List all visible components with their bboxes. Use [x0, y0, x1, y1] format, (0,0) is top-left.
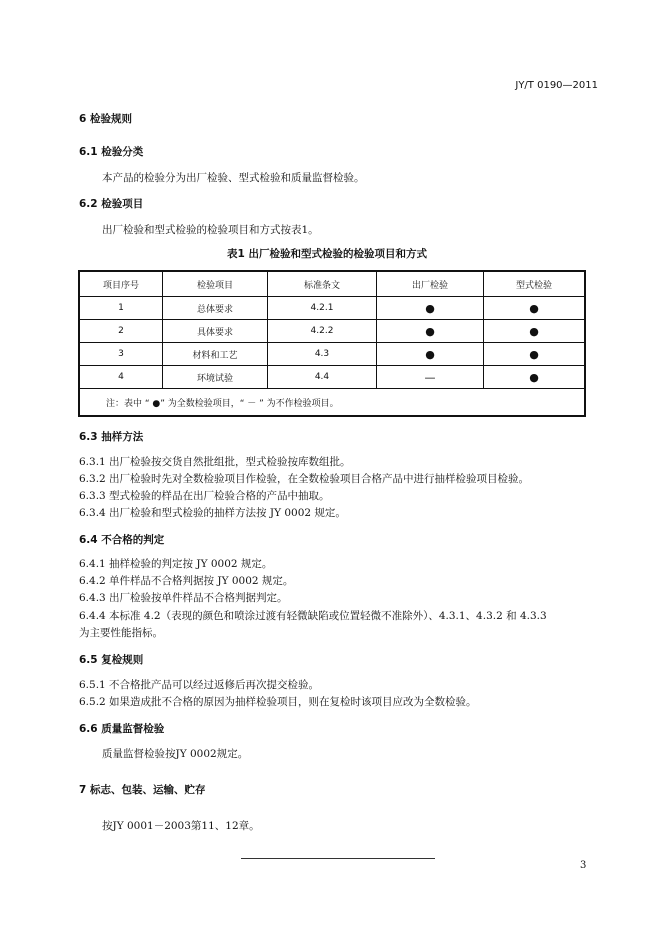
clause-6-5-2: 6.5.2 如果造成批不合格的原因为抽样检验项目，则在复检时该项目应改为全数检验。	[79, 696, 477, 708]
section-6-6-text: 质量监督检验按JY 0002规定。	[102, 748, 249, 760]
table-cell: 2	[79, 320, 163, 343]
table-cell: ●	[484, 343, 586, 366]
table-cell: 4.4	[268, 366, 377, 389]
clause-6-5-1: 6.5.1 不合格批产品可以经过返修后再次提交检验。	[79, 679, 320, 691]
table-cell: 1	[79, 297, 163, 320]
table-header-cell: 标准条文	[268, 271, 377, 297]
table-cell: 材料和工艺	[163, 343, 268, 366]
table-row	[79, 320, 585, 343]
table-cell: 4.3	[268, 343, 377, 366]
table-header-row	[79, 271, 585, 297]
table-row	[79, 297, 585, 320]
section-6-2-heading: 6.2 检验项目	[79, 198, 144, 210]
table-header-cell: 项目序号	[79, 271, 163, 297]
clause-6-3-2: 6.3.2 出厂检验时先对全数检验项目作检验，在全数检验项目合格产品中进行抽样检验项目检验。	[79, 473, 530, 485]
page-number: 3	[580, 860, 587, 871]
table-cell: ●	[484, 366, 586, 389]
clause-6-4-3: 6.4.3 出厂检验按单件样品不合格判据判定。	[79, 592, 288, 604]
table-cell: ●	[377, 297, 484, 320]
clause-6-4-4-cont: 为主要性能指标。	[79, 627, 163, 639]
table-cell: 总体要求	[163, 297, 268, 320]
table-cell: ●	[484, 297, 586, 320]
table-cell: 环境试验	[163, 366, 268, 389]
table-cell: 4.2.2	[268, 320, 377, 343]
section-6-1-text: 本产品的检验分为出厂检验、型式检验和质量监督检验。	[102, 172, 365, 184]
table-cell: ●	[377, 343, 484, 366]
table-row	[79, 343, 585, 366]
table-caption: 表1 出厂检验和型式检验的检验项目和方式	[227, 248, 427, 260]
section-6-1-heading: 6.1 检验分类	[79, 146, 144, 158]
section-6-4-heading: 6.4 不合格的判定	[79, 534, 165, 546]
table-note-row	[79, 389, 585, 417]
table-header-cell: 型式检验	[484, 271, 586, 297]
table-cell: 4.2.1	[268, 297, 377, 320]
table-cell: ●	[484, 320, 586, 343]
clause-6-4-2: 6.4.2 单件样品不合格判据按 JY 0002 规定。	[79, 575, 294, 587]
standard-code: JY/T 0190—2011	[515, 80, 598, 91]
clause-6-3-3: 6.3.3 型式检验的样品在出厂检验合格的产品中抽取。	[79, 490, 330, 502]
section-6-5-heading: 6.5 复检规则	[79, 654, 144, 666]
clause-6-4-1: 6.4.1 抽样检验的判定按 JY 0002 规定。	[79, 558, 273, 570]
clause-6-3-4: 6.3.4 出厂检验和型式检验的抽样方法按 JY 0002 规定。	[79, 507, 346, 519]
table-cell: ●	[377, 320, 484, 343]
clause-6-4-4: 6.4.4 本标准 4.2（表现的颜色和喷涂过渡有轻微缺陷或位置轻微不准除外）、4.3.1、4.3.2 和 4.3.3	[79, 610, 547, 622]
table-cell: 3	[79, 343, 163, 366]
section-6-6-heading: 6.6 质量监督检验	[79, 723, 165, 735]
section-7-text: 按JY 0001－2003第11、12章。	[102, 820, 260, 832]
clause-6-3-1: 6.3.1 出厂检验按交货自然批组批，型式检验按库数组批。	[79, 456, 351, 468]
table-cell: 4	[79, 366, 163, 389]
section-7-heading: 7 标志、包装、运输、贮存	[79, 784, 206, 796]
section-6-2-text: 出厂检验和型式检验的检验项目和方式按表1。	[102, 224, 319, 236]
table-header-cell: 出厂检验	[377, 271, 484, 297]
table-header-cell: 检验项目	[163, 271, 268, 297]
footer-divider	[241, 858, 435, 859]
table-note: 注：表中 “ ●” 为全数检验项目，“ － ” 为不作检验项目。	[79, 389, 585, 417]
section-6-heading: 6 检验规则	[79, 113, 132, 125]
section-6-3-heading: 6.3 抽样方法	[79, 431, 144, 443]
table-cell: —	[377, 366, 484, 389]
table-cell: 具体要求	[163, 320, 268, 343]
inspection-table	[78, 270, 586, 417]
table-row	[79, 366, 585, 389]
